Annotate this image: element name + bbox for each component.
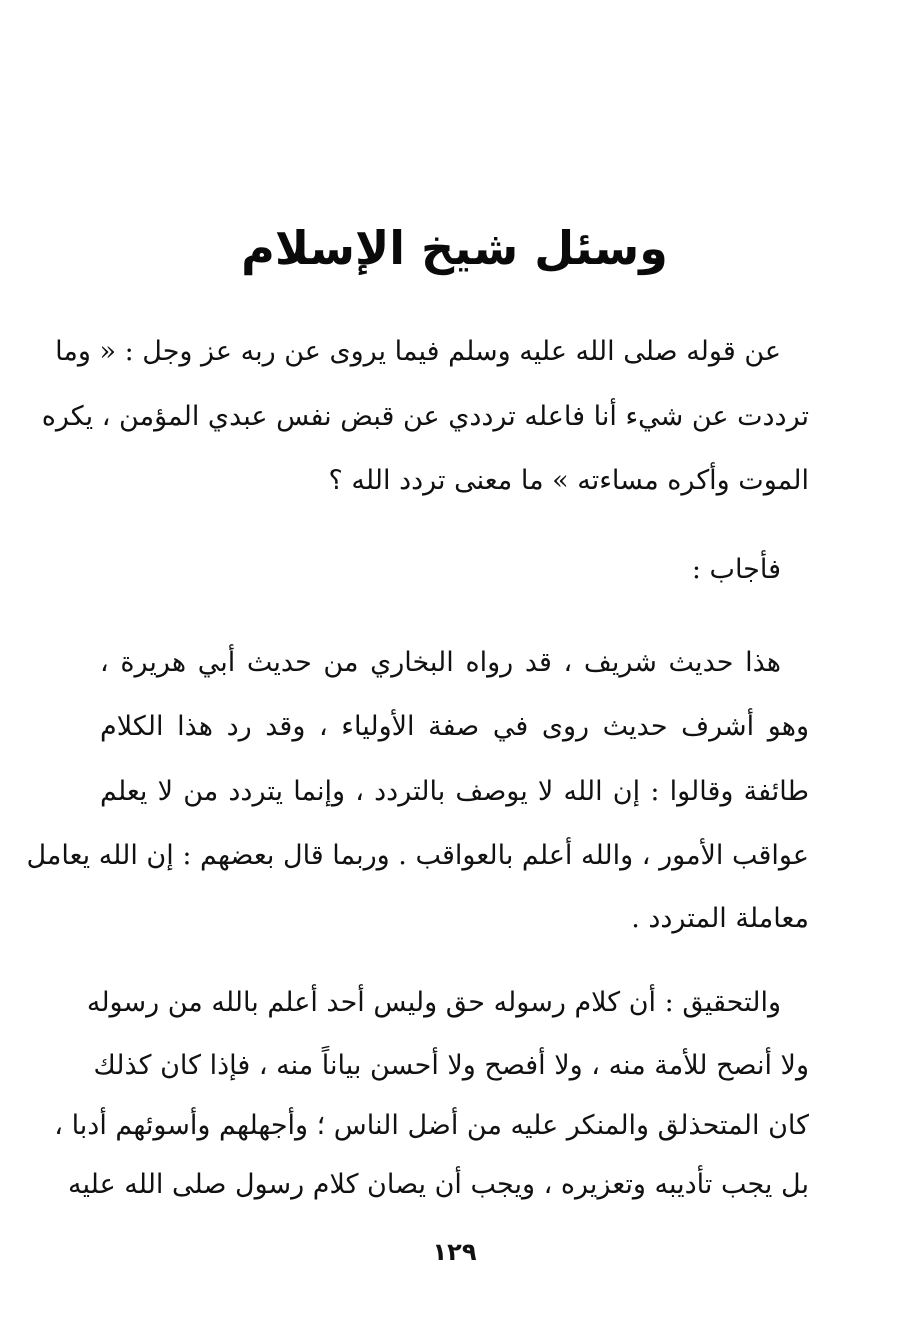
text-line: وهو أشرف حديث روى في صفة الأولياء ، وقد رد هذا الكلام (100, 711, 809, 742)
text-line: بل يجب تأديبه وتعزيره ، ويجب أن يصان كلام رسول صلى الله عليه (68, 1169, 809, 1200)
text-line: كان المتحذلق والمنكر عليه من أضل الناس ؛ وأجهلهم وأسوئهم أدبا ، (54, 1110, 809, 1141)
answer-label: فأجاب : (691, 554, 781, 585)
text-line: والتحقيق : أن كلام رسوله حق وليس أحد أعلم بالله من رسوله (86, 987, 781, 1018)
text-line: عن قوله صلى الله عليه وسلم فيما يروى عن ربه عز وجل : « وما (55, 336, 781, 367)
page-title: وسئل شيخ الإسلام (241, 221, 668, 275)
text-line: الموت وأكره مساءته » ما معنى تردد الله ؟ (328, 465, 809, 496)
text-line: عواقب الأمور ، والله أعلم بالعواقب . وربما قال بعضهم : إن الله يعامل (26, 840, 809, 871)
text-line: ولا أنصح للأمة منه ، ولا أفصح ولا أحسن بياناً منه ، فإذا كان كذلك (93, 1050, 809, 1081)
text-line: ترددت عن شيء أنا فاعله ترددي عن قبض نفس عبدي المؤمن ، يكره (41, 401, 809, 432)
page-number: ١٢٩ (432, 1238, 477, 1266)
text-line: طائفة وقالوا : إن الله لا يوصف بالتردد ، وإنما يتردد من لا يعلم (100, 776, 809, 807)
text-line: معاملة المتردد . (631, 903, 809, 934)
text-line: هذا حديث شريف ، قد رواه البخاري من حديث أبي هريرة ، (100, 647, 781, 678)
